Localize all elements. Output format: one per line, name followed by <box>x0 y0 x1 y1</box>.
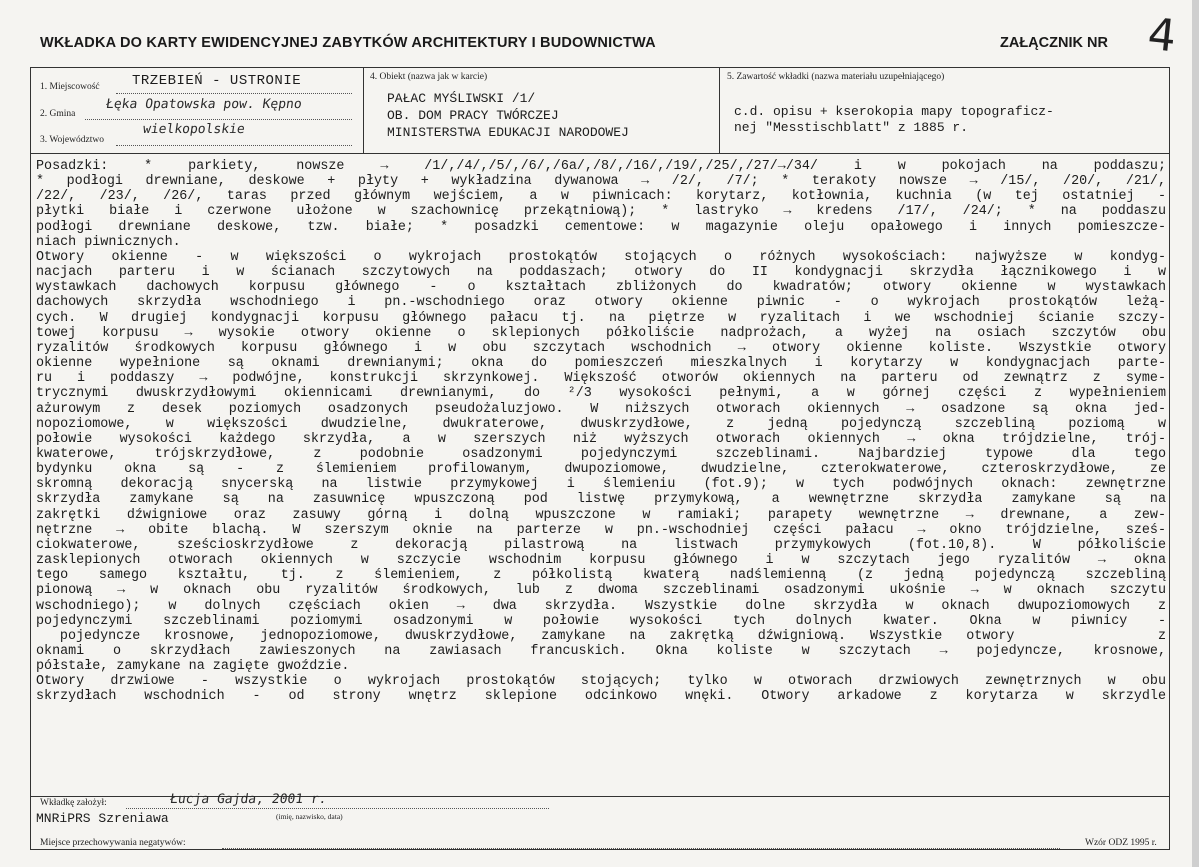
author-value: Łucja Gajda, 2001 r. <box>168 792 328 807</box>
contents-line-2: nej "Messtischblatt" z 1885 r. <box>734 120 969 135</box>
institution-name: MNRiPRS Szreniawa <box>36 811 169 826</box>
province-dotline <box>116 145 352 146</box>
body-line: * podłogi drewniane, deskowe + płyty + wykładzina dywanowa → /2/, /7/; * terakoty nowsze → /15/, /20/, /21/, <box>36 174 1166 190</box>
body-line: ażurowym z desek poziomych osadzonych pseudożaluzjowo. W niższych otworach okiennych → osadzone są okna jed- <box>36 401 1166 417</box>
body-line: niach piwnicznych. <box>36 234 181 250</box>
form-version: Wzór ODZ 1995 r. <box>1085 838 1157 848</box>
town-label: 1. Miejscowość <box>40 82 100 92</box>
object-line-2: OB. DOM PRACY TWÓRCZEJ <box>387 108 559 123</box>
negatives-storage-label: Miejsce przechowywania negatywów: <box>40 838 186 848</box>
commune-value: Łęka Opatowska pow. Kępno <box>104 97 303 112</box>
body-line: pojedynczymi szczeblinami poziomymi osadzonymi w połowie wysokości tych dolnych kwater. Okna w piwnicy - <box>36 613 1166 629</box>
description-body <box>36 159 1166 705</box>
body-line: cych. W drugiej kondygnacji korpusu głównego pałacu tj. na piętrze w ryzalitach i we wschodniej ścianie szczy- <box>36 310 1166 326</box>
body-line: ryzalitów środkowych korpusu głównego i w obu szczytach wschodnich → otwory okienne koliste. Wszystkie otwory <box>36 340 1166 356</box>
body-line: półstałe, zamykane na zagięte gwoździe. <box>36 659 350 675</box>
body-line: wschodniego); w dolnych częściach okien → dwa skrzydła. Wszystkie dolne skrzydła w oknach dwupoziomowych z <box>36 598 1166 614</box>
header-section-divider <box>30 153 1170 154</box>
commune-dotline <box>85 119 352 120</box>
annex-label: ZAŁĄCZNIK NR <box>1000 35 1108 51</box>
province-value: wielkopolskie <box>141 122 246 137</box>
body-line: okienne wypełnione są oknami drewnianymi; okna do pomieszczeń mieszkalnych i korytarzy w kondygnacjach parte- <box>36 356 1166 372</box>
town-value: TRZEBIEŃ - USTRONIE <box>132 73 302 89</box>
body-line: Otwory okienne - w większości o wykrojach prostokątów stojących o różnych wysokościach: najwyższe w kondyg- <box>36 249 1166 265</box>
body-line: skromną dekoracją snycerską na listwie przymykowej i ślemieniu (fot.9); w tych podwójnych oknach: zewnętrzne <box>36 477 1166 493</box>
body-line: trycznymi dwuskrzydłowymi okiennicami drewnianymi, do ²/3 wysokości pełnymi, a w górnej części z wypełnieniem <box>36 386 1166 402</box>
body-line: pionową → w oknach obu ryzalitów środkowych, lub z dwoma szczeblinami osadzonymi ukośnie → w oknach szczytu <box>36 583 1166 599</box>
author-dotline <box>126 808 549 809</box>
body-line: tego samego kształtu, tj. z ślemieniem, z półkolistą kwaterą nadślemienną (z jedną pojedynczą szczebliną <box>36 568 1166 584</box>
scan-edge <box>1192 0 1199 867</box>
author-hint: (imię, nazwisko, data) <box>276 812 343 821</box>
body-line: podłogi drewniane deskowe, tzw. białe; * posadzki cementowe: w magazynie oleju opałowego i innych pomieszcze- <box>36 219 1166 235</box>
body-line: bydynku okna są - z ślemieniem profilowanym, dwupoziomowe, dwudzielne, czterokwaterowe, czteroskrzydłowe, ze <box>36 462 1166 478</box>
body-line: zakrętki dźwigniowe oraz zasuwy górną i dolną wpuszczone w ramiaki; parapety wewnętrzne → drewnane, a zew- <box>36 507 1166 523</box>
body-line: skrzydła zamykane są na zasuwnicę wpuszczoną pod listwę przymykową, a wewnętrzne skrzydła zamykane są na <box>36 492 1166 508</box>
form-title: WKŁADKA DO KARTY EWIDENCYJNEJ ZABYTKÓW ARCHITEKTURY I BUDOWNICTWA <box>40 35 656 51</box>
body-line: pojedyncze krosnowe, jednopoziomowe, dwuskrzydłowe, zamykane na zakrętką dźwigniową. Wszystkie otwory z <box>36 628 1166 644</box>
contents-label: 5. Zawartość wkładki (nazwa materiału uzupełniającego) <box>727 72 945 82</box>
body-line: Otwory drzwiowe - wszystkie o wykrojach prostokątów stojących; tylko w otworach drzwiowych zewnętrznych w obu <box>36 674 1166 690</box>
commune-label: 2. Gmina <box>40 109 76 119</box>
body-line: płytki białe i czerwone ułożone w szachownicę przekątniową); * lastryko → kredens /17/, /24/; * na poddaszu <box>36 204 1166 220</box>
province-label: 3. Województwo <box>40 135 104 145</box>
body-line: skrzydłach wschodnich - od strony wnętrz sklepione odcinkowo wnęki. Otwory arkadowe z korytarza w skrzydle <box>36 689 1166 705</box>
object-line-1: PAŁAC MYŚLIWSKI /1/ <box>387 91 536 106</box>
body-line: kwaterowe, trójskrzydłowe, z podobnie osadzonymi pojedynczymi szczeblinami. Najbardziej typowe dla tego <box>36 446 1166 462</box>
body-line: Posadzki: * parkiety, nowsze → /1/,/4/,/5/,/6/,/6a/,/8/,/16/,/19/,/25/,/27/→/34/ i w pokojach na poddaszu; <box>36 159 1166 174</box>
body-line: wystawkach dachowych korpusu głównego - o kształtach zbliżonych do kwadratów; otwory okienne w wystawkach <box>36 280 1166 296</box>
negatives-dotline <box>222 848 1060 849</box>
body-line: nopoziomowe, w większości dwudzielne, dwukraterowe, dwuskrzydłowe, z jedną pojedynczą szczebliną poziomą w <box>36 416 1166 432</box>
author-label: Wkładkę założył: <box>40 798 107 808</box>
body-line: zasklepionych otworach okiennych w szczycie wschodnim korpusu głównego i w szczytach jego ryzalitów → okna <box>36 553 1166 569</box>
body-line: ciokwaterowe, sześcioskrzydłowe z dekoracją pilastrową na listwach przymykowych (fot.10,8). W półkoliście <box>36 537 1166 553</box>
column-divider-1 <box>363 67 364 153</box>
object-label: 4. Obiekt (nazwa jak w karcie) <box>370 72 488 82</box>
body-line: nętrzne → obite blachą. W szerszym oknie na parterze w pn.-wschodniej części pałacu → okno trójdzielne, sześ- <box>36 522 1166 538</box>
contents-line-1: c.d. opisu + kserokopia mapy topograficz- <box>734 104 1054 119</box>
body-line: połowie wysokości każdego skrzydła, a w szerszych niż wyższych otworach okiennych → okna trójdzielne, trój- <box>36 431 1166 447</box>
body-line: dachowych skrzydła wschodniego i pn.-wschodniego oraz otwory okienne piwnic - o wykrojach prostokątów leżą- <box>36 295 1166 311</box>
body-line: oknami o skrzydłach zawieszonych na zawiasach francuskich. Okna koliste w szczytach → pojedyncze, krosnowe, <box>36 644 1166 659</box>
object-line-3: MINISTERSTWA EDUKACJI NARODOWEJ <box>387 125 629 140</box>
body-line: /22/, /23/, /26/, taras przed głównym wejściem, a w piwnicach: korytarz, kotłownia, kuchnia (w tej ostatniej - <box>36 189 1166 205</box>
town-dotline <box>116 93 352 94</box>
body-line: nacjach parteru i w ścianach szczytowych na poddaszach; otwory do II kondygnacji skrzydła łącznikowego i w <box>36 265 1166 281</box>
body-line: ru i poddaszy → podwójne, konstrukcji skrzynkowej. Większość otworów okiennych na parteru od zewnątrz z syme- <box>36 371 1166 387</box>
column-divider-2 <box>719 67 720 153</box>
body-line: towej korpusu → wysokie otwory okienne o sklepionych półkoliście nadprożach, a wyżej na osiach szczytów obu <box>36 325 1166 341</box>
annex-number: 4 <box>1145 8 1179 63</box>
